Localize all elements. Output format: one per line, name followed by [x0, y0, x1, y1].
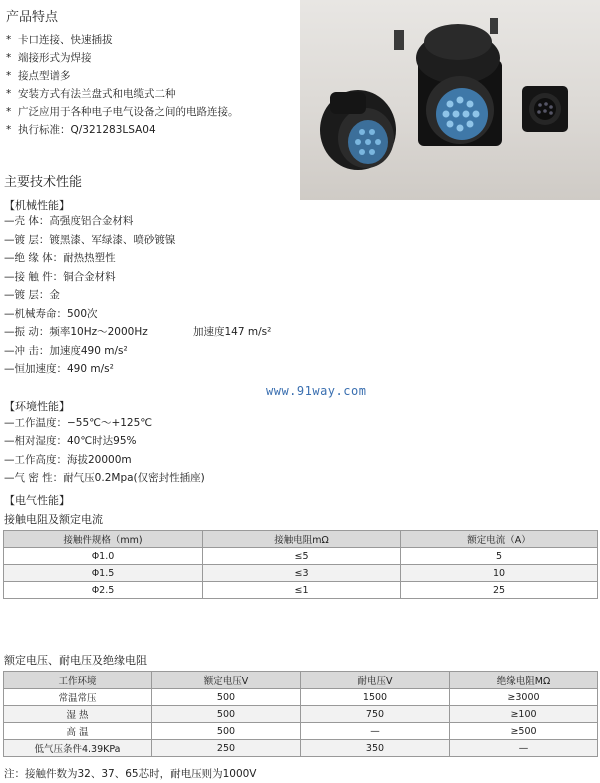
connector-photo — [300, 0, 600, 200]
contact-resistance-table — [3, 530, 598, 599]
spec-extra: 加速度147 m/s² — [193, 326, 272, 338]
bullet-icon: * — [6, 34, 12, 46]
electrical-heading: 【电气性能】 — [4, 494, 70, 507]
features-title: 产品特点 — [6, 10, 59, 25]
spec-row: —绝 缘 体：耐热热塑性 — [4, 252, 116, 264]
table-cell: 500 — [152, 689, 301, 706]
table-cell: 350 — [301, 740, 450, 757]
table-cell: 高 温 — [4, 723, 152, 740]
feature-item: * 接点型谱多 — [6, 70, 71, 82]
bullet-icon: * — [6, 70, 12, 82]
table-cell: Φ2.5 — [4, 582, 203, 599]
column-header: 工作环境 — [4, 672, 152, 689]
spec-row: —相对湿度：40℃时达95% — [4, 435, 137, 447]
table-cell: 低气压条件4.39KPa — [4, 740, 152, 757]
cable-connector-icon — [320, 90, 396, 170]
table-cell: 10 — [401, 565, 598, 582]
table-cell: 500 — [152, 723, 301, 740]
voltage-insulation-table — [3, 671, 598, 757]
table-header-row — [4, 672, 598, 689]
table-cell: 湿 热 — [4, 706, 152, 723]
table-cell: 25 — [401, 582, 598, 599]
feature-item: * 卡口连接、快速插拔 — [6, 34, 113, 46]
table-cell: 5 — [401, 548, 598, 565]
table-cell: 250 — [152, 740, 301, 757]
table-cell: ≥100 — [450, 706, 598, 723]
spec-row: —镀 层：金 — [4, 289, 60, 301]
bullet-icon: * — [6, 124, 12, 136]
table-cell: 常温常压 — [4, 689, 152, 706]
watermark-text: www.91way.com — [266, 384, 367, 398]
table-row — [4, 548, 598, 565]
table-cell: 750 — [301, 706, 450, 723]
table-cell: — — [450, 740, 598, 757]
table-row — [4, 723, 598, 740]
spec-row: —振 动：频率10Hz～2000Hz — [4, 326, 148, 338]
table-cell: ≤3 — [203, 565, 401, 582]
column-header: 接触电阻mΩ — [203, 531, 401, 548]
table-cell: ≥3000 — [450, 689, 598, 706]
table-cell: 500 — [152, 706, 301, 723]
bullet-icon: * — [6, 88, 12, 100]
table-row — [4, 689, 598, 706]
bullet-icon: * — [6, 52, 12, 64]
tech-title: 主要技术性能 — [4, 175, 83, 190]
square-receptacle-icon — [522, 86, 568, 132]
spec-row: —机械寿命：500次 — [4, 308, 98, 320]
table-cell: 1500 — [301, 689, 450, 706]
table-row — [4, 740, 598, 757]
column-header: 绝缘电阻MΩ — [450, 672, 598, 689]
spec-row: —工作高度：海拔20000m — [4, 454, 132, 466]
feature-item: * 安装方式有法兰盘式和电缆式二种 — [6, 88, 176, 100]
table-header-row — [4, 531, 598, 548]
table-row — [4, 706, 598, 723]
footnote: 注：接触件数为32、37、65芯时，耐电压则为1000V — [4, 768, 257, 780]
table-cell: ≤1 — [203, 582, 401, 599]
table1-title: 接触电阻及额定电流 — [4, 513, 103, 526]
feature-item: * 执行标准：Q/321283LSA04 — [6, 124, 156, 136]
column-header: 耐电压V — [301, 672, 450, 689]
spec-row: —接 触 件：铜合金材料 — [4, 271, 116, 283]
table-row — [4, 582, 598, 599]
table-cell: — — [301, 723, 450, 740]
bullet-icon: * — [6, 106, 12, 118]
table-row — [4, 565, 598, 582]
column-header: 接触件规格（mm) — [4, 531, 203, 548]
feature-item: * 广泛应用于各种电子电气设备之间的电路连接。 — [6, 106, 239, 118]
table-cell: Φ1.5 — [4, 565, 203, 582]
spec-row: —气 密 性：耐气压0.2Mpa(仅密封性插座) — [4, 472, 205, 484]
spec-row: —壳 体：高强度铝合金材料 — [4, 215, 134, 227]
table-cell: Φ1.0 — [4, 548, 203, 565]
spec-row: —冲 击：加速度490 m/s² — [4, 345, 128, 357]
flange-receptacle-icon — [394, 18, 502, 146]
table-cell: ≥500 — [450, 723, 598, 740]
spec-row: —工作温度：−55℃～+125℃ — [4, 417, 153, 429]
connectors-illustration — [300, 0, 600, 200]
table2-title: 额定电压、耐电压及绝缘电阻 — [4, 654, 147, 667]
spec-row: —恒加速度：490 m/s² — [4, 363, 114, 375]
environment-heading: 【环境性能】 — [4, 400, 70, 413]
spec-row: —镀 层：镀黑漆、军绿漆、喷砂镀镍 — [4, 234, 176, 246]
column-header: 额定电流（A） — [401, 531, 598, 548]
column-header: 额定电压V — [152, 672, 301, 689]
table-cell: ≤5 — [203, 548, 401, 565]
feature-item: * 端接形式为焊接 — [6, 52, 92, 64]
mechanical-heading: 【机械性能】 — [4, 199, 70, 212]
